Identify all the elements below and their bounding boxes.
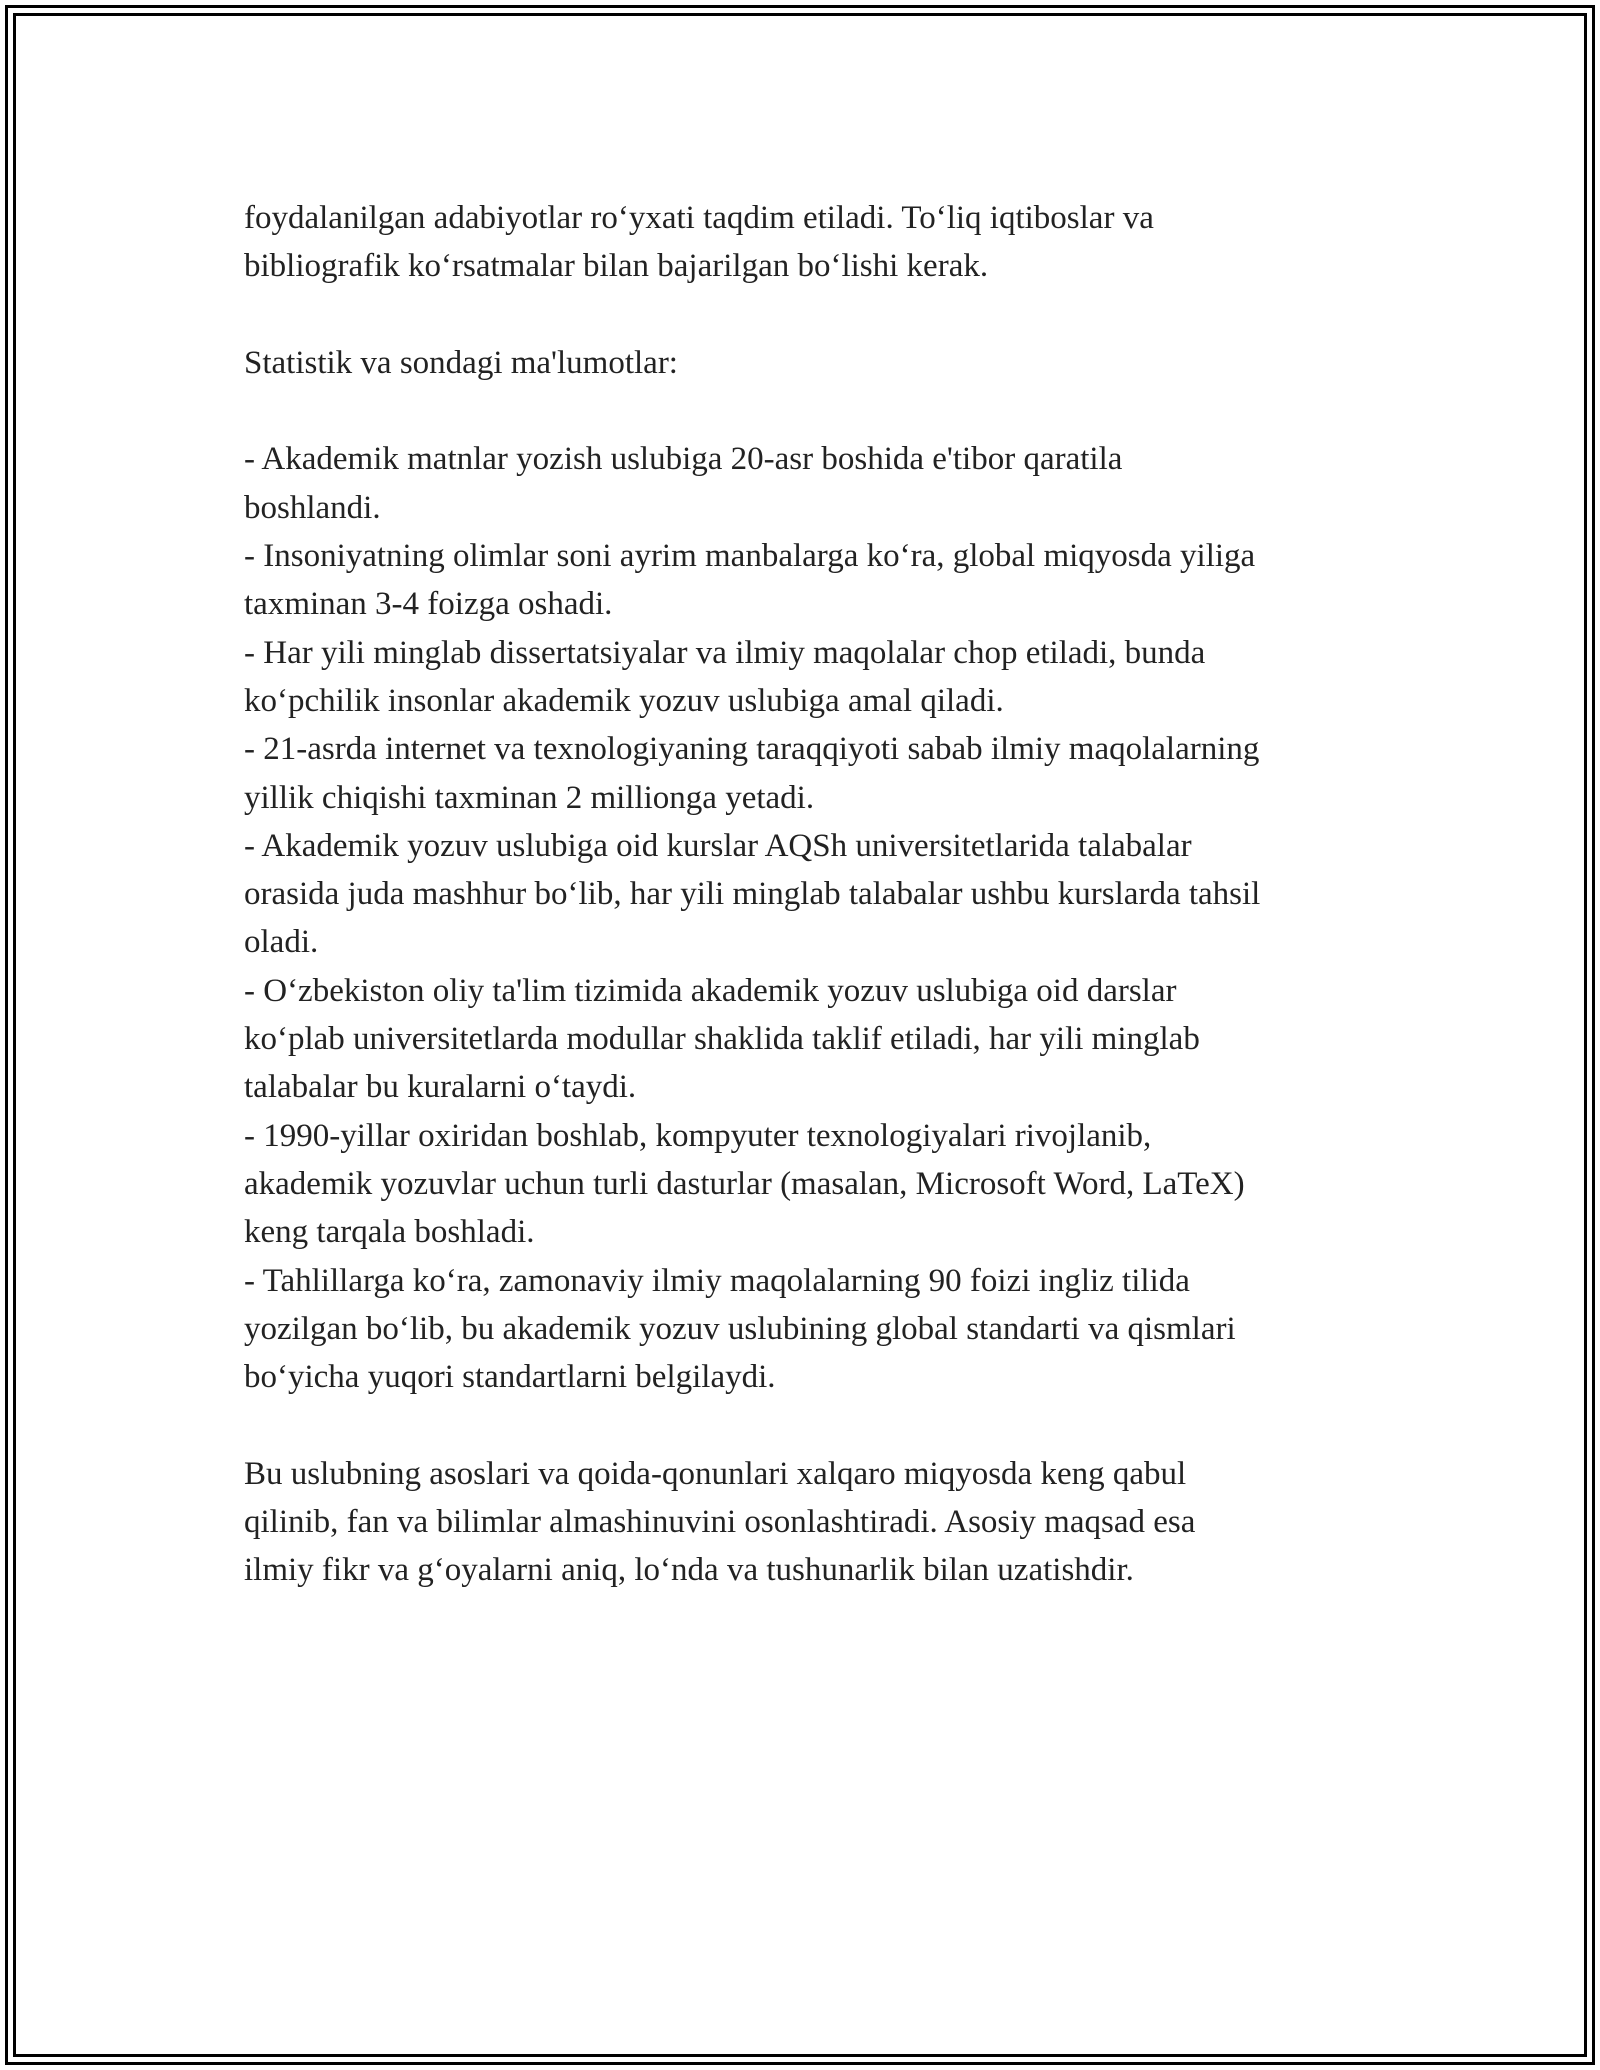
stats-line: - 21-asrda internet va texnologiyaning taraqqiyoti sabab ilmiy maqolalarning <box>244 731 1260 768</box>
stats-heading: Statistik va sondagi ma'lumotlar: <box>244 344 678 381</box>
stats-line: yillik chiqishi taxminan 2 millionga yetadi. <box>244 779 815 816</box>
page-frame <box>5 5 1595 2065</box>
paragraph-gap <box>244 387 1384 435</box>
stats-line: oladi. <box>244 924 319 961</box>
closing-line: Bu uslubning asoslari va qoida-qonunlari xalqaro miqyosda keng qabul <box>244 1455 1187 1492</box>
stats-line: - Har yili minglab dissertatsiyalar va ilmiy maqolalar chop etiladi, bunda <box>244 634 1206 671</box>
stats-line: taxminan 3-4 foizga oshadi. <box>244 586 613 623</box>
closing-line: qilinib, fan va bilimlar almashinuvini osonlashtiradi. Asosiy maqsad esa <box>244 1504 1196 1541</box>
paragraph-gap <box>244 291 1384 339</box>
stats-line: yozilgan bo‘lib, bu akademik yozuv uslubining global standarti va qismlari <box>244 1310 1236 1347</box>
stats-line: bo‘yicha yuqori standartlarni belgilaydi. <box>244 1359 776 1396</box>
stats-line: - Akademik matnlar yozish uslubiga 20-asr boshida e'tibor qaratila <box>244 441 1123 478</box>
stats-line: boshlandi. <box>244 489 381 526</box>
stats-line: - Akademik yozuv uslubiga oid kurslar AQSh universitetlarida talabalar <box>244 827 1192 864</box>
stats-line: - O‘zbekiston oliy ta'lim tizimida akademik yozuv uslubiga oid darslar <box>244 972 1177 1009</box>
stats-line: ko‘plab universitetlarda modullar shaklida taklif etiladi, har yili minglab <box>244 1021 1200 1058</box>
stats-line: orasida juda mashhur bo‘lib, har yili minglab talabalar ushbu kurslarda tahsil <box>244 876 1261 913</box>
intro-line: foydalanilgan adabiyotlar ro‘yxati taqdim etiladi. To‘liq iqtiboslar va <box>244 200 1154 236</box>
stats-line: - 1990-yillar oxiridan boshlab, kompyuter texnologiyalari rivojlanib, <box>244 1117 1152 1154</box>
stats-line: akademik yozuvlar uchun turli dasturlar (masalan, Microsoft Word, LaTeX) <box>244 1165 1245 1202</box>
stats-line: - Tahlillarga ko‘ra, zamonaviy ilmiy maqolalarning 90 foizi ingliz tilida <box>244 1262 1190 1299</box>
stats-line: ko‘pchilik insonlar akademik yozuv uslubiga amal qiladi. <box>244 682 1004 719</box>
closing-line: ilmiy fikr va g‘oyalarni aniq, lo‘nda va tushunarlik bilan uzatishdir. <box>244 1552 1134 1589</box>
stats-line: keng tarqala boshladi. <box>244 1214 535 1251</box>
stats-line: talabalar bu kuralarni o‘taydi. <box>244 1069 637 1106</box>
stats-list <box>244 435 1384 1401</box>
stats-line: - Insoniyatning olimlar soni ayrim manbalarga ko‘ra, global miqyosda yiliga <box>244 538 1256 575</box>
document-body <box>244 194 1384 1595</box>
intro-line: bibliografik ko‘rsatmalar bilan bajarilgan bo‘lishi kerak. <box>244 248 989 285</box>
paragraph-gap <box>244 1401 1384 1449</box>
